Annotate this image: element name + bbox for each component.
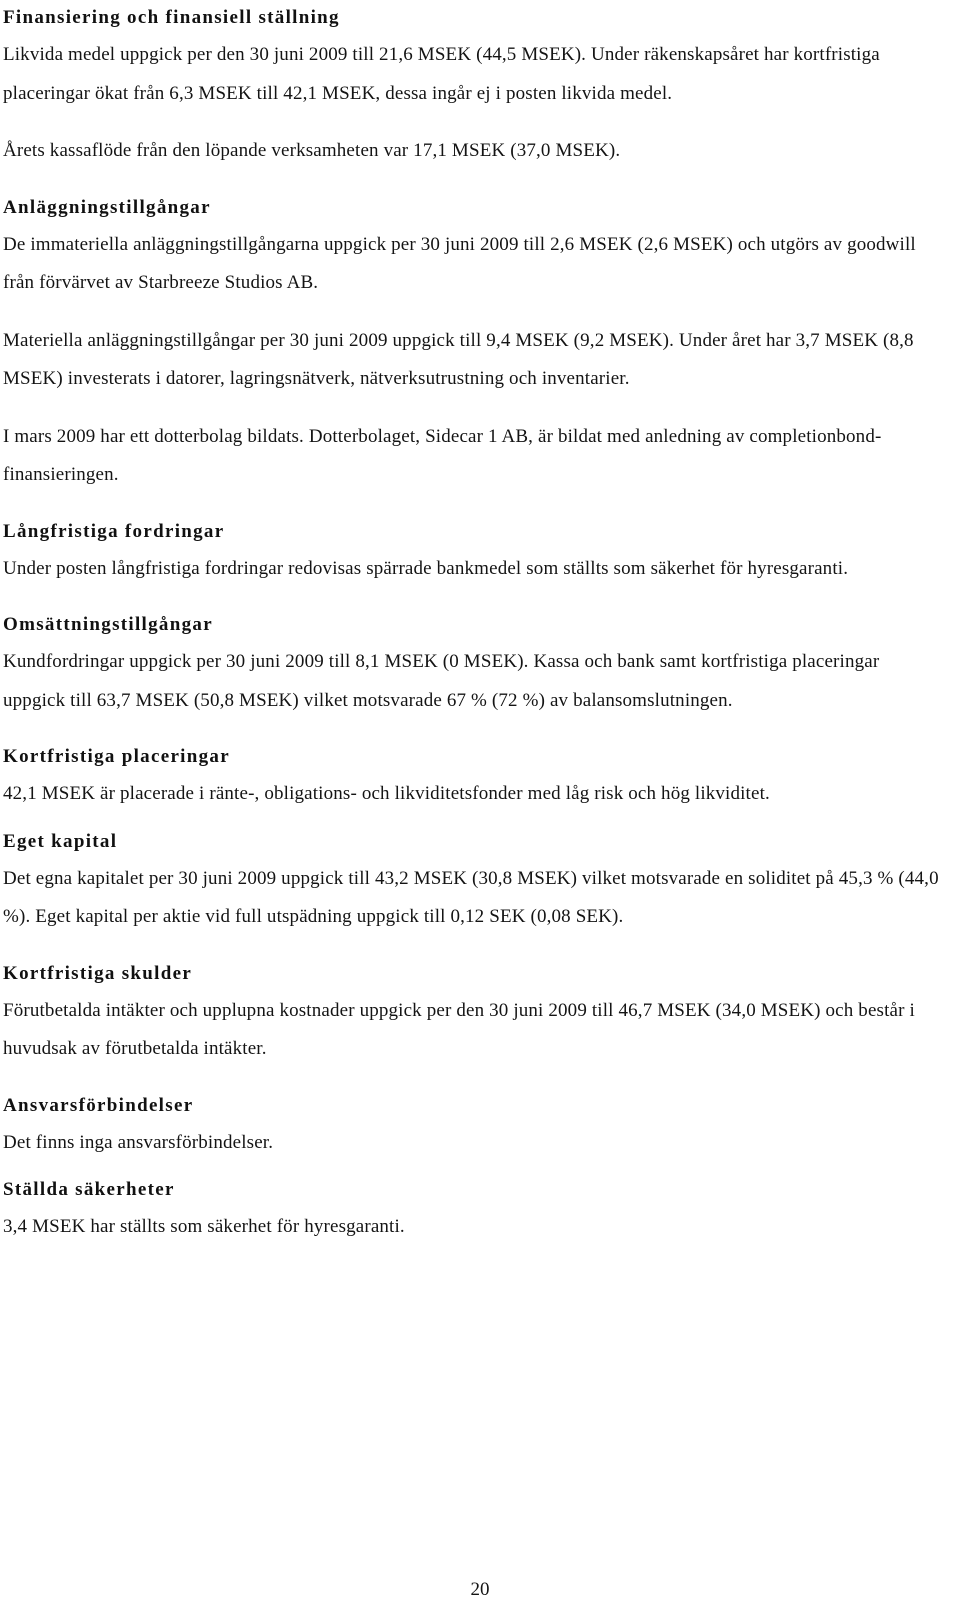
paragraph: Kundfordringar uppgick per 30 juni 2009 till 8,1 MSEK (0 MSEK). Kassa och bank samt kortfristiga placeringar uppgick till 63,7 MSEK (50,8 MSEK) vilket motsvarade 67 % (72 %) av balansomslutningen. <box>3 651 880 711</box>
section-fixed-assets <box>3 190 939 495</box>
document-page <box>3 0 939 1247</box>
paragraph: De immateriella anläggningstillgångarna uppgick per 30 juni 2009 till 2,6 MSEK (2,6 MSEK) och utgörs av goodwill från förvärvet av Starbreeze Studios AB. <box>3 233 916 293</box>
paragraph: Materiella anläggningstillgångar per 30 juni 2009 uppgick till 9,4 MSEK (9,2 MSEK). Under året har 3,7 MSEK (8,8 MSEK) investerats i datorer, lagringsnätverk, nätverksutrustning och inventarier. <box>3 329 914 389</box>
paragraph: Under posten långfristiga fordringar redovisas spärrade bankmedel som ställts som säkerhet för hyresgaranti. <box>3 557 849 579</box>
section-heading: Anläggningstillgångar <box>3 196 211 218</box>
section-short-term-investments <box>3 739 939 814</box>
paragraph: Årets kassaflöde från den löpande verksamheten var 17,1 MSEK (37,0 MSEK). <box>3 140 621 161</box>
paragraph: I mars 2009 har ett dotterbolag bildats. Dotterbolaget, Sidecar 1 AB, är bildat med anledning av completionbond-finansieringen. <box>3 425 882 485</box>
section-financing <box>3 0 939 171</box>
paragraph: 3,4 MSEK har ställts som säkerhet för hyresgaranti. <box>3 1216 405 1237</box>
section-heading: Kortfristiga skulder <box>3 962 193 984</box>
section-heading: Ansvarsförbindelser <box>3 1094 194 1116</box>
paragraph: Det finns inga ansvarsförbindelser. <box>3 1131 274 1153</box>
section-heading: Ställda säkerheter <box>3 1179 175 1200</box>
section-contingent-liabilities <box>3 1088 939 1163</box>
paragraph: Det egna kapitalet per 30 juni 2009 uppgick till 43,2 MSEK (30,8 MSEK) vilket motsvarade en soliditet på 45,3 % (44,0 %). Eget kapital per aktie vid full utspädning uppgick till 0,12 SEK (0,08 SEK). <box>3 867 939 927</box>
section-heading: Finansiering och finansiell ställning <box>3 7 340 28</box>
section-pledged-assets <box>3 1172 939 1247</box>
section-heading: Kortfristiga placeringar <box>3 746 230 767</box>
section-current-assets <box>3 607 939 720</box>
paragraph: Likvida medel uppgick per den 30 juni 2009 till 21,6 MSEK (44,5 MSEK). Under räkenskapsåret har kortfristiga placeringar ökat från 6,3 MSEK till 42,1 MSEK, dessa ingår ej i posten likvida medel. <box>3 44 880 104</box>
section-current-liabilities <box>3 956 939 1069</box>
section-equity <box>3 824 939 937</box>
page-number: 20 <box>470 1579 490 1600</box>
section-heading: Eget kapital <box>3 830 118 852</box>
section-heading: Långfristiga fordringar <box>3 520 225 542</box>
paragraph: 42,1 MSEK är placerade i ränte-, obligations- och likviditetsfonder med låg risk och hög likviditet. <box>3 783 770 804</box>
section-heading: Omsättningstillgångar <box>3 614 213 635</box>
paragraph: Förutbetalda intäkter och upplupna kostnader uppgick per den 30 juni 2009 till 46,7 MSEK (34,0 MSEK) och består i huvudsak av förutbetalda intäkter. <box>3 999 915 1059</box>
section-long-term-receivables <box>3 514 939 589</box>
